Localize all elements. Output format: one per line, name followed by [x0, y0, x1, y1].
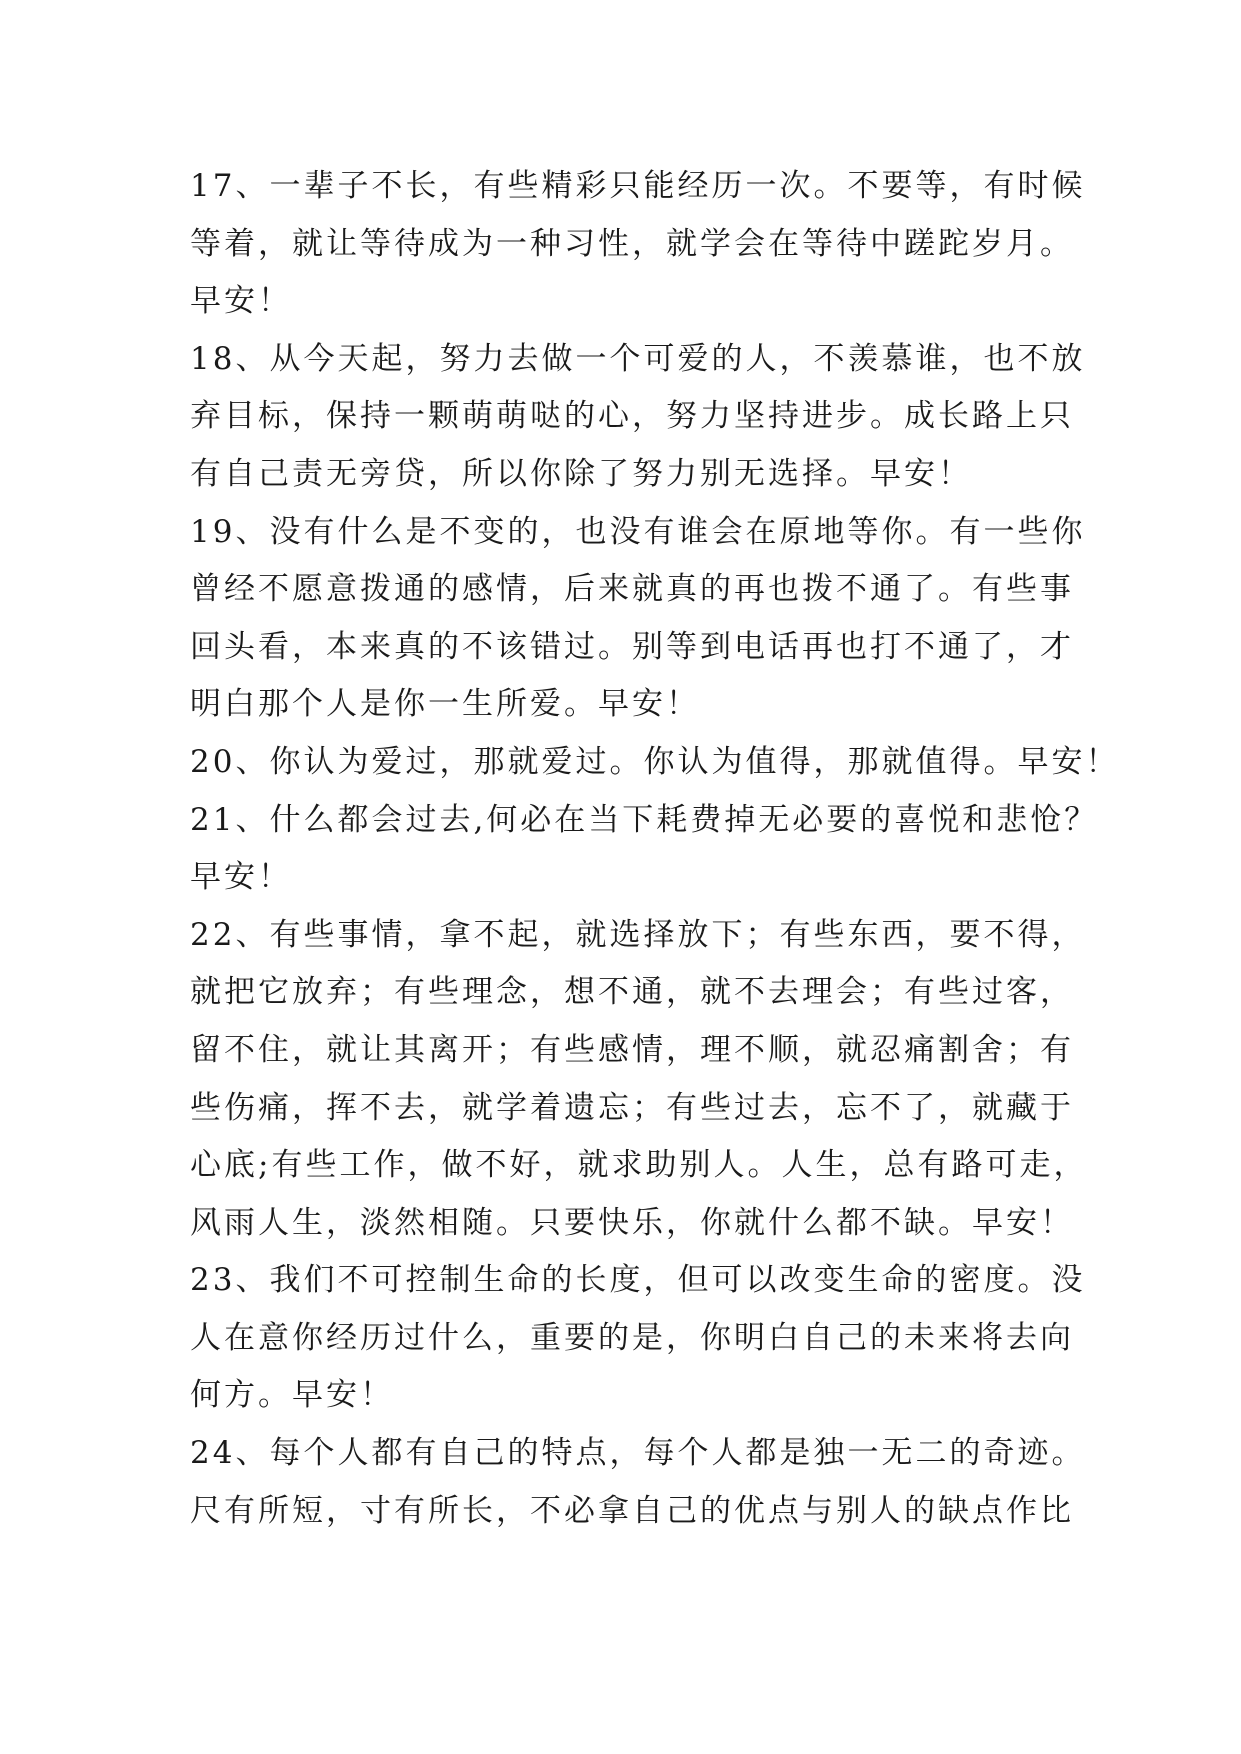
text-line: 心底;有些工作，做不好，就求助别人。人生，总有路可走， — [190, 1147, 1088, 1184]
text-line: 回头看，本来真的不该错过。别等到电话再也打不通了，才 — [190, 628, 1074, 665]
text-line: 曾经不愿意拨通的感情，后来就真的再也拨不通了。有些事 — [190, 571, 1074, 608]
text-line: 有自己责无旁贷，所以你除了努力别无选择。早安！ — [190, 455, 972, 492]
text-line: 弃目标，保持一颗萌萌哒的心，努力坚持进步。成长路上只 — [190, 398, 1074, 435]
text-line: 人在意你经历过什么，重要的是，你明白自己的未来将去向 — [190, 1319, 1074, 1356]
text-line: 21、什么都会过去,何必在当下耗费掉无必要的喜悦和悲怆？ — [190, 801, 1099, 838]
text-line: 19、没有什么是不变的，也没有谁会在原地等你。有一些你 — [190, 513, 1086, 550]
text-line: 17、一辈子不长，有些精彩只能经历一次。不要等，有时候 — [190, 168, 1086, 204]
text-line: 尺有所短，寸有所长，不必拿自己的优点与别人的缺点作比 — [190, 1492, 1074, 1529]
text-line: 22、有些事情，拿不起，就选择放下；有些东西，要不得， — [190, 916, 1086, 953]
text-line: 24、每个人都有自己的特点，每个人都是独一无二的奇迹。 — [190, 1435, 1086, 1472]
text-line: 20、你认为爱过，那就爱过。你认为值得，那就值得。早安！ — [190, 743, 1120, 780]
text-line: 明白那个人是你一生所爱。早安！ — [190, 686, 700, 723]
text-line: 等着，就让等待成为一种习性，就学会在等待中蹉跎岁月。 — [190, 225, 1074, 262]
text-line: 些伤痛，挥不去，就学着遗忘；有些过去，忘不了，就藏于 — [190, 1089, 1074, 1126]
document-body — [190, 158, 1120, 1540]
text-line: 何方。早安！ — [190, 1377, 394, 1414]
text-line: 18、从今天起，努力去做一个可爱的人，不羡慕谁，也不放 — [190, 340, 1086, 377]
text-line: 早安！ — [190, 283, 292, 320]
text-line: 留不住，就让其离开；有些感情，理不顺，就忍痛割舍；有 — [190, 1031, 1074, 1068]
text-line: 早安！ — [190, 859, 292, 896]
text-line: 风雨人生，淡然相随。只要快乐，你就什么都不缺。早安！ — [190, 1204, 1074, 1241]
text-line: 23、我们不可控制生命的长度，但可以改变生命的密度。没 — [190, 1262, 1086, 1299]
text-line: 就把它放弃；有些理念，想不通，就不去理会；有些过客， — [190, 974, 1074, 1011]
